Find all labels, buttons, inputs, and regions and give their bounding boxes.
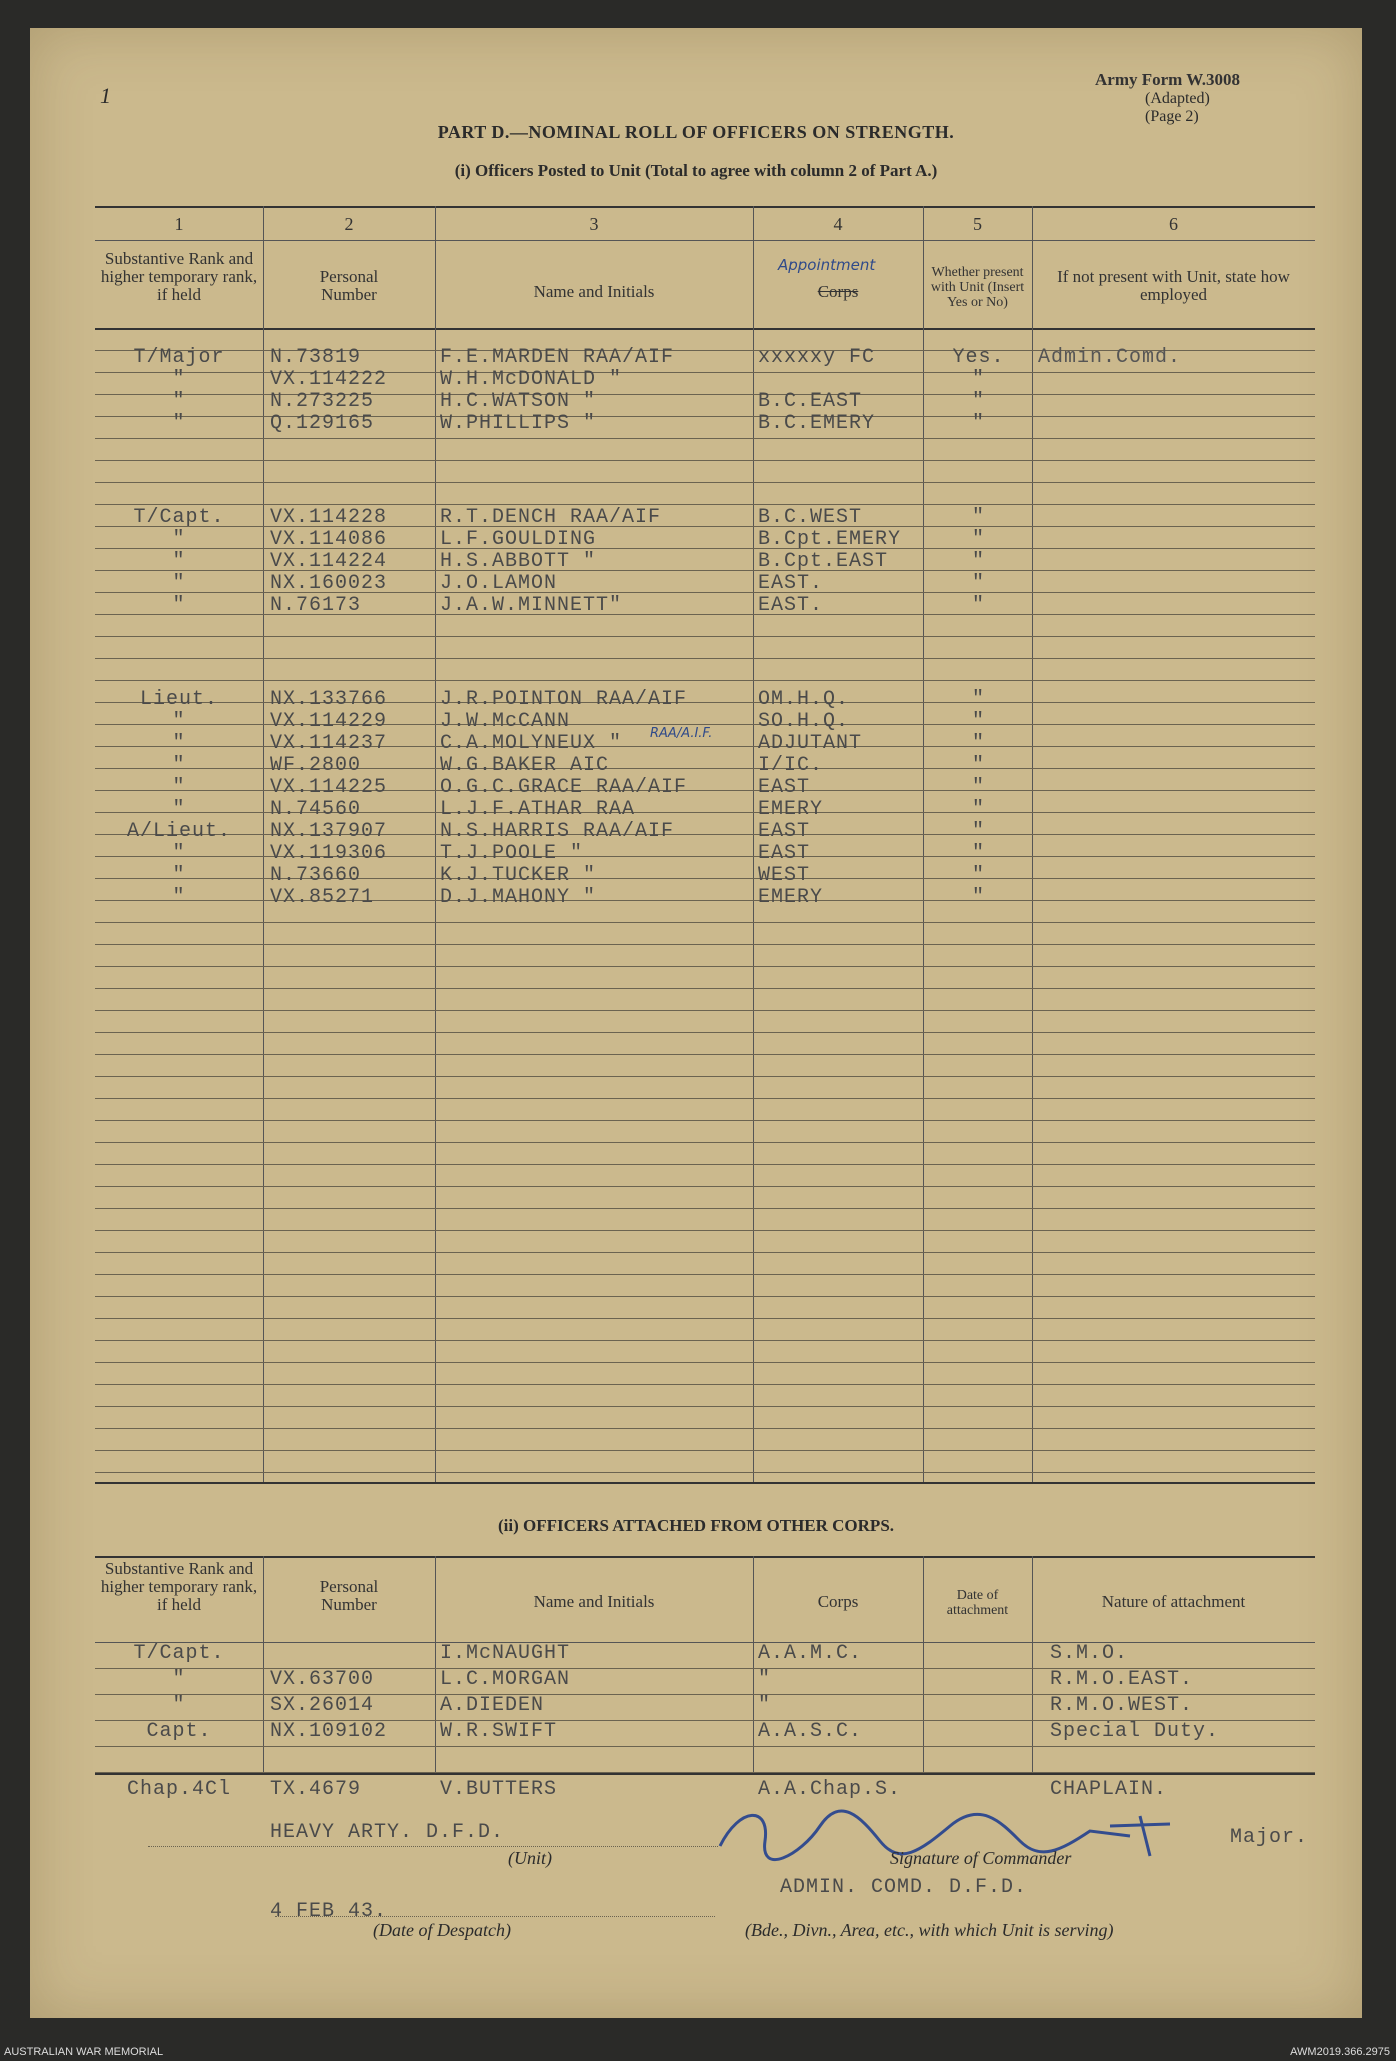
ruled-line (95, 1164, 1315, 1165)
cell-rank: " (172, 842, 186, 865)
signature-label: Signature of Commander (890, 1848, 1072, 1868)
cell-nature: CHAPLAIN. (1050, 1778, 1168, 1801)
ruled-line (95, 1208, 1315, 1209)
s2-header-date: Date of attachment (946, 1588, 1009, 1618)
cell-corps: A.A.Chap.S. (758, 1778, 902, 1801)
cell-rank: " (172, 1694, 186, 1717)
cell-rank: " (172, 798, 186, 821)
s2-header-corps: Corps (817, 1592, 859, 1611)
cell-corps: B.C.EMERY (758, 412, 876, 435)
ruled-line (95, 1186, 1315, 1187)
cell-rank: " (172, 1668, 186, 1691)
cell-number: SX.26014 (270, 1694, 375, 1717)
cell-rank: " (172, 390, 186, 413)
date-value: 4 FEB 43. (270, 1900, 388, 1923)
cell-nature: R.M.O.EAST. (1050, 1668, 1194, 1691)
cell-name: L.F.GOULDING (440, 528, 597, 551)
cell-rank: " (172, 886, 186, 909)
ruled-line (95, 1296, 1315, 1297)
header-number: Personal Number (319, 267, 379, 304)
s2-header-rank: Substantive Rank and higher temporary rank, if held (100, 1559, 258, 1614)
cell-number: VX.63700 (270, 1668, 375, 1691)
cell-corps: OM.H.Q. (758, 688, 850, 711)
col-number-5: 5 (973, 214, 982, 234)
ruled-line (95, 460, 1315, 461)
ruled-line (95, 1472, 1315, 1473)
ruled-line (95, 1098, 1315, 1099)
cell-rank: " (172, 412, 186, 435)
ruled-line (95, 1032, 1315, 1033)
cell-corps: WEST (758, 864, 811, 887)
cell-name: H.S.ABBOTT " (440, 550, 597, 573)
cell-present: " (971, 412, 985, 435)
cell-name: D.J.MAHONY " (440, 886, 597, 909)
cell-corps: EAST. (758, 572, 824, 595)
cell-number: VX.114224 (270, 550, 388, 573)
cell-number: NX.137907 (270, 820, 388, 843)
cell-present: " (971, 842, 985, 865)
ruled-line (95, 1384, 1315, 1385)
cell-name: A.DIEDEN (440, 1694, 545, 1717)
ruled-line (95, 1230, 1315, 1231)
header-employed: If not present with Unit, state how employed (1057, 267, 1290, 304)
cell-rank: A/Lieut. (126, 820, 231, 843)
comd-value: ADMIN. COMD. D.F.D. (780, 1876, 1028, 1899)
cell-name: I.McNAUGHT (440, 1642, 571, 1665)
cell-corps: B.C.EAST (758, 390, 863, 413)
ruled-line (95, 1010, 1315, 1011)
ruled-line (95, 1054, 1315, 1055)
cell-name: J.R.POINTON RAA/AIF (440, 688, 688, 711)
cell-name: H.C.WATSON " (440, 390, 597, 413)
cell-rank: " (172, 572, 186, 595)
ruled-line (95, 482, 1315, 483)
cell-present: " (971, 528, 985, 551)
ruled-line (95, 1120, 1315, 1121)
cell-present: " (971, 390, 985, 413)
header-present: Whether present with Unit (Insert Yes or No) (930, 265, 1025, 310)
unit-value: HEAVY ARTY. D.F.D. (270, 1821, 505, 1844)
cell-number: NX.109102 (270, 1720, 388, 1743)
bde-label: (Bde., Divn., Area, etc., with which Unit is serving) (745, 1920, 1114, 1940)
cell-rank: T/Capt. (133, 1642, 225, 1665)
cell-number: TX.4679 (270, 1778, 362, 1801)
cell-name: J.A.W.MINNETT" (440, 594, 623, 617)
cell-name: W.R.SWIFT (440, 1720, 558, 1743)
cell-name: N.S.HARRIS RAA/AIF (440, 820, 675, 843)
form-id: Army Form W.3008 (1095, 70, 1240, 89)
ruled-line (95, 1772, 1315, 1773)
cell-present: " (971, 776, 985, 799)
cell-number: N.73819 (270, 346, 362, 369)
cell-corps: xxxxxy FC (758, 346, 876, 369)
cell-corps: EAST (758, 842, 811, 865)
cell-name: F.E.MARDEN RAA/AIF (440, 346, 675, 369)
cell-present: " (971, 798, 985, 821)
form-page: (Page 2) (1145, 108, 1199, 125)
ruled-line (95, 922, 1315, 923)
cell-number: N.273225 (270, 390, 375, 413)
ruled-line (95, 658, 1315, 659)
cell-nature: Special Duty. (1050, 1720, 1220, 1743)
cell-number: VX.85271 (270, 886, 375, 909)
corner-mark: 1 (100, 83, 111, 108)
ruled-line (95, 504, 1315, 505)
cell-rank: " (172, 754, 186, 777)
cell-corps: ADJUTANT (758, 732, 863, 755)
ruled-line (95, 1076, 1315, 1077)
cell-number: VX.114229 (270, 710, 388, 733)
ruled-line (95, 1252, 1315, 1253)
col-number-1: 1 (174, 214, 184, 234)
cell-present: " (971, 886, 985, 909)
cell-number: WF.2800 (270, 754, 362, 777)
cell-number: N.76173 (270, 594, 362, 617)
cell-present: " (971, 732, 985, 755)
cell-number: VX.114222 (270, 368, 388, 391)
cell-number: NX.160023 (270, 572, 388, 595)
cell-name: T.J.POOLE " (440, 842, 584, 865)
form-adapted: (Adapted) (1145, 90, 1210, 107)
form-sheet (30, 28, 1362, 2018)
cell-rank: Capt. (146, 1720, 212, 1743)
cell-rank: " (172, 528, 186, 551)
cell-present: " (971, 368, 985, 391)
cell-name: W.PHILLIPS " (440, 412, 597, 435)
ruled-line (95, 1428, 1315, 1429)
ruled-line (95, 1142, 1315, 1143)
cell-present: " (971, 572, 985, 595)
s2-header-nature: Nature of attachment (1101, 1592, 1246, 1611)
cell-name: L.C.MORGAN (440, 1668, 571, 1691)
cell-nature: R.M.O.WEST. (1050, 1694, 1194, 1717)
cell-name: W.G.BAKER AIC (440, 754, 610, 777)
date-label: (Date of Despatch) (373, 1920, 511, 1940)
ruled-line (95, 636, 1315, 637)
cell-rank: T/Capt. (133, 506, 225, 529)
cell-rank: Chap.4Cl (126, 1778, 231, 1801)
cell-number: NX.133766 (270, 688, 388, 711)
cell-name: W.H.McDONALD " (440, 368, 623, 391)
cell-nature: S.M.O. (1050, 1642, 1129, 1665)
ruled-line (95, 680, 1315, 681)
page-subtitle: (i) Officers Posted to Unit (Total to agree with column 2 of Part A.) (454, 161, 938, 180)
ruled-line (95, 1406, 1315, 1407)
cell-rank: " (172, 864, 186, 887)
cell-corps: B.C.WEST (758, 506, 863, 529)
cell-corps: " (758, 1668, 772, 1691)
cell-number: VX.114237 (270, 732, 388, 755)
page-title: PART D.—NOMINAL ROLL OF OFFICERS ON STRENGTH. (437, 122, 955, 142)
cell-present: " (971, 864, 985, 887)
ruled-line (95, 1450, 1315, 1451)
s2-header-number: Personal Number (319, 1577, 379, 1614)
handwritten-raa-note: RAA/A.I.F. (650, 726, 713, 741)
cell-corps: I/IC. (758, 754, 824, 777)
cell-number: N.73660 (270, 864, 362, 887)
cell-corps: EAST. (758, 594, 824, 617)
ruled-line (95, 988, 1315, 989)
cell-present: Yes. (952, 346, 1005, 369)
cell-rank: " (172, 550, 186, 573)
ruled-line (95, 1318, 1315, 1319)
section2-title: (ii) OFFICERS ATTACHED FROM OTHER CORPS. (497, 1516, 895, 1535)
cell-corps: B.Cpt.EMERY (758, 528, 902, 551)
ruled-line (95, 1362, 1315, 1363)
header-rank: Substantive Rank and higher temporary rank, if held (100, 249, 258, 304)
cell-number: N.74560 (270, 798, 362, 821)
cell-corps: A.A.M.C. (758, 1642, 863, 1665)
cell-name: R.T.DENCH RAA/AIF (440, 506, 662, 529)
cell-corps: " (758, 1694, 772, 1717)
ruled-line (95, 1274, 1315, 1275)
cell-employed: Admin.Comd. (1038, 346, 1182, 369)
cell-rank: T/Major (133, 346, 225, 369)
col-number-2: 2 (344, 214, 354, 234)
cell-name: J.W.McCANN (440, 710, 571, 733)
cell-rank: " (172, 710, 186, 733)
cell-number: VX.114086 (270, 528, 388, 551)
cell-name: V.BUTTERS (440, 1778, 558, 1801)
cell-number: VX.114228 (270, 506, 388, 529)
col-number-3: 3 (589, 214, 599, 234)
cell-number: Q.129165 (270, 412, 375, 435)
cell-present: " (971, 820, 985, 843)
cell-present: " (971, 594, 985, 617)
cell-rank: " (172, 368, 186, 391)
cell-present: " (971, 550, 985, 573)
cell-rank: " (172, 776, 186, 799)
cell-name: K.J.TUCKER " (440, 864, 597, 887)
cell-number: VX.114225 (270, 776, 388, 799)
cell-name: C.A.MOLYNEUX " (440, 732, 623, 755)
cell-present: " (971, 688, 985, 711)
cell-corps: A.A.S.C. (758, 1720, 863, 1743)
caption-left: AUSTRALIAN WAR MEMORIAL (4, 2046, 164, 2058)
cell-corps: B.Cpt.EAST (758, 550, 889, 573)
header-corps: Corps (817, 282, 859, 301)
header-corps-handwritten: Appointment (778, 256, 876, 274)
cell-corps: SO.H.Q. (758, 710, 850, 733)
cell-name: O.G.C.GRACE RAA/AIF (440, 776, 688, 799)
caption-right: AWM2019.366.2975 (1290, 2046, 1390, 2058)
ruled-line (95, 1746, 1315, 1747)
cell-number: VX.119306 (270, 842, 388, 865)
ruled-line (95, 1340, 1315, 1341)
cell-rank: " (172, 594, 186, 617)
rank-value: Major. (1230, 1826, 1309, 1849)
ruled-line (95, 438, 1315, 439)
cell-name: J.O.LAMON (440, 572, 558, 595)
ruled-line (95, 966, 1315, 967)
cell-corps: EMERY (758, 886, 824, 909)
cell-present: " (971, 754, 985, 777)
unit-label: (Unit) (508, 1848, 552, 1868)
cell-present: " (971, 710, 985, 733)
cell-present: " (971, 506, 985, 529)
header-name: Name and Initials (533, 282, 655, 301)
cell-corps: EAST (758, 820, 811, 843)
ruled-line (95, 944, 1315, 945)
col-number-4: 4 (833, 214, 843, 234)
cell-corps: EAST (758, 776, 811, 799)
cell-rank: Lieut. (139, 688, 218, 711)
cell-rank: " (172, 732, 186, 755)
cell-corps: EMERY (758, 798, 824, 821)
s2-header-name: Name and Initials (533, 1592, 655, 1611)
col-number-6: 6 (1169, 214, 1178, 234)
cell-name: L.J.F.ATHAR RAA (440, 798, 636, 821)
